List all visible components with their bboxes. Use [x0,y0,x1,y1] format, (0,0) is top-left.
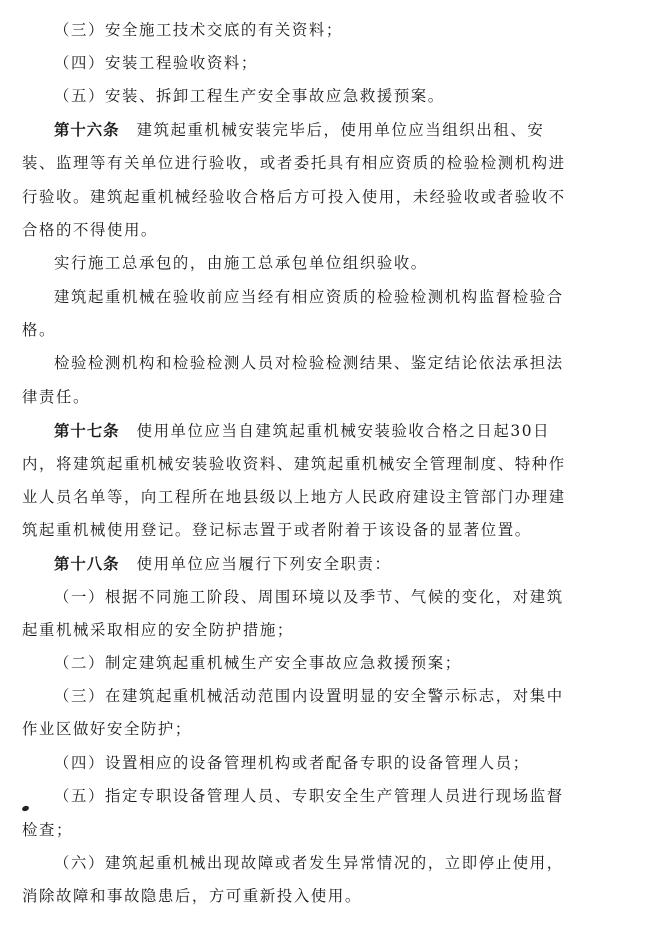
text-line [22,320,634,340]
text-line [22,820,634,840]
line-text: （三）安全施工技术交底的有关资料； [54,21,343,39]
line-text: （六）建筑起重机械出现故障或者发生异常情况的，立即停止使用， [54,854,564,872]
line-text: 业人员名单等，向工程所在地县级以上地方人民政府建设主管部门办理建 [22,488,566,506]
line-text: （三）在建筑起重机械活动范围内设置明显的安全警示标志，对集中 [54,687,564,705]
line-text: 实行施工总承包的，由施工总承包单位组织验收。 [54,254,428,272]
text-line [22,153,634,173]
line-text: 装、监理等有关单位进行验收，或者委托具有相应资质的检验检测机构进 [22,154,566,172]
article-number: 第十六条 [54,121,120,139]
article-line [54,421,634,441]
text-line [22,187,634,207]
article-number: 第十七条 [54,422,120,440]
text-line [54,853,634,873]
line-text: 律责任。 [22,388,90,406]
line-text: （五）指定专职设备管理人员、专职安全生产管理人员进行现场监督 [54,787,564,805]
article-line [54,120,634,140]
text-line [54,86,634,106]
ink-smudge-icon [21,805,29,812]
text-line [54,20,634,40]
line-text: 合格的不得使用。 [22,221,158,239]
line-text: （五）安装、拆卸工程生产安全事故应急救援预案。 [54,87,445,105]
line-text: 格。 [22,321,56,339]
text-line [22,454,634,474]
line-text: 行验收。建筑起重机械经验收合格后方可投入使用，未经验收或者验收不 [22,188,566,206]
text-line [22,387,634,407]
line-text: 检验检测机构和检验检测人员对检验检测结果、鉴定结论依法承担法 [54,354,564,372]
text-line [54,253,634,273]
line-text: （四）安装工程验收资料； [54,54,258,72]
text-line [54,287,634,307]
line-text: 消除故障和事故隐患后，方可重新投入使用。 [22,887,362,905]
text-line [54,686,634,706]
line-text: （四）设置相应的设备管理机构或者配备专职的设备管理人员； [54,754,530,772]
line-text: 筑起重机械使用登记。登记标志置于或者附着于该设备的显著位置。 [22,521,532,539]
text-line [22,487,634,507]
text-line [54,353,634,373]
text-line [54,753,634,773]
article-line [54,554,634,574]
text-line [22,719,634,739]
text-line [54,653,634,673]
text-line [22,620,634,640]
article-number: 第十八条 [54,555,120,573]
line-text: 建筑起重机械安装完毕后，使用单位应当组织出租、安 [136,121,545,139]
text-line [22,886,634,906]
text-line [54,587,634,607]
text-line [54,53,634,73]
line-text: 使用单位应当自建筑起重机械安装验收合格之日起30日 [136,422,551,440]
line-text: 使用单位应当履行下列安全职责： [136,555,392,573]
line-text: （一）根据不同施工阶段、周围环境以及季节、气候的变化，对建筑 [54,588,564,606]
text-line [22,520,634,540]
line-text: 起重机械采取相应的安全防护措施； [22,621,294,639]
text-line [22,220,634,240]
text-line [54,786,634,806]
line-text: 作业区做好安全防护； [22,720,192,738]
line-text: 内，将建筑起重机械安装验收资料、建筑起重机械安全管理制度、特种作 [22,455,566,473]
line-text: （二）制定建筑起重机械生产安全事故应急救援预案； [54,654,462,672]
line-text: 建筑起重机械在验收前应当经有相应资质的检验检测机构监督检验合 [54,288,564,306]
line-text: 检查； [22,821,73,839]
